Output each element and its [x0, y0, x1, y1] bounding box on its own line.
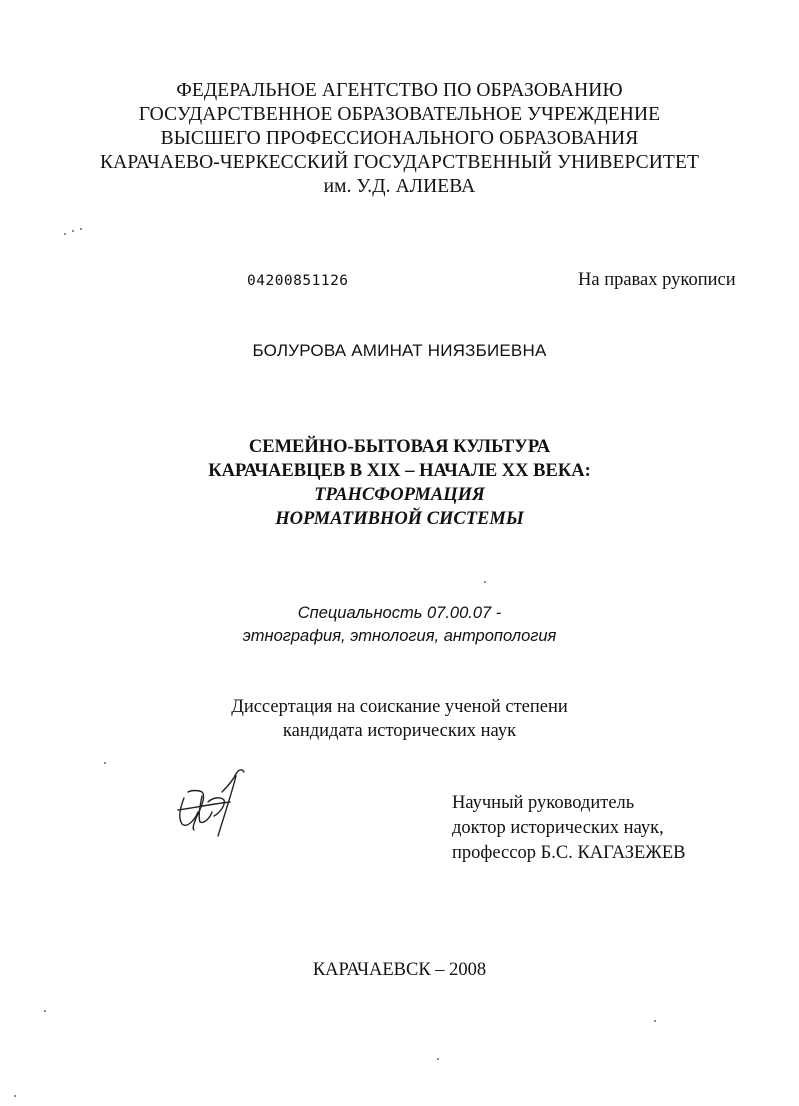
- advisor-name: профессор Б.С. КАГАЗЕЖЕВ: [452, 843, 686, 863]
- advisor-title: Научный руководитель: [452, 793, 635, 813]
- header-line-university: КАРАЧАЕВО-ЧЕРКЕССКИЙ ГОСУДАРСТВЕННЫЙ УНИВЕРСИТЕТ: [100, 152, 699, 173]
- header-line-education: ВЫСШЕГО ПРОФЕССИОНАЛЬНОГО ОБРАЗОВАНИЯ: [160, 128, 639, 149]
- title-line-1: СЕМЕЙНО-БЫТОВАЯ КУЛЬТУРА: [248, 437, 551, 457]
- dissertation-degree-line-2: кандидата исторических наук: [282, 721, 517, 741]
- place-and-year: КАРАЧАЕВСК – 2008: [312, 960, 487, 980]
- title-line-2: КАРАЧАЕВЦЕВ В XIX – НАЧАЛЕ XX ВЕКА:: [208, 461, 591, 481]
- header-line-institution: ГОСУДАРСТВЕННОЕ ОБРАЗОВАТЕЛЬНОЕ УЧРЕЖДЕНИЕ: [138, 104, 661, 125]
- specialty-field: этнография, этнология, антропология: [242, 627, 557, 645]
- scan-speck: [44, 1010, 46, 1012]
- dissertation-degree-line-1: Диссертация на соискание ученой степени: [231, 697, 568, 717]
- scan-speck: [104, 762, 106, 764]
- manuscript-rights: На правах рукописи: [578, 270, 736, 290]
- header-line-agency: ФЕДЕРАЛЬНОЕ АГЕНТСТВО ПО ОБРАЗОВАНИЮ: [176, 80, 623, 101]
- title-line-3: ТРАНСФОРМАЦИЯ: [314, 485, 485, 505]
- header-line-named-after: им. У.Д. АЛИЕВА: [323, 176, 476, 197]
- scan-speck: [14, 1095, 16, 1097]
- specialty-code: Специальность 07.00.07 -: [297, 604, 502, 622]
- scan-speck: [64, 233, 66, 235]
- scan-speck: [80, 228, 82, 230]
- advisor-degree: доктор исторических наук,: [452, 818, 664, 838]
- signature-image: [172, 762, 252, 842]
- registration-number: 04200851126: [247, 273, 349, 289]
- scan-speck: [72, 230, 74, 232]
- author-name: БОЛУРОВА АМИНАТ НИЯЗБИЕВНА: [252, 341, 547, 360]
- title-line-4: НОРМАТИВНОЙ СИСТЕМЫ: [275, 509, 524, 529]
- scan-speck: [437, 1058, 439, 1060]
- scan-speck: [484, 581, 486, 583]
- scan-speck: [654, 1020, 656, 1022]
